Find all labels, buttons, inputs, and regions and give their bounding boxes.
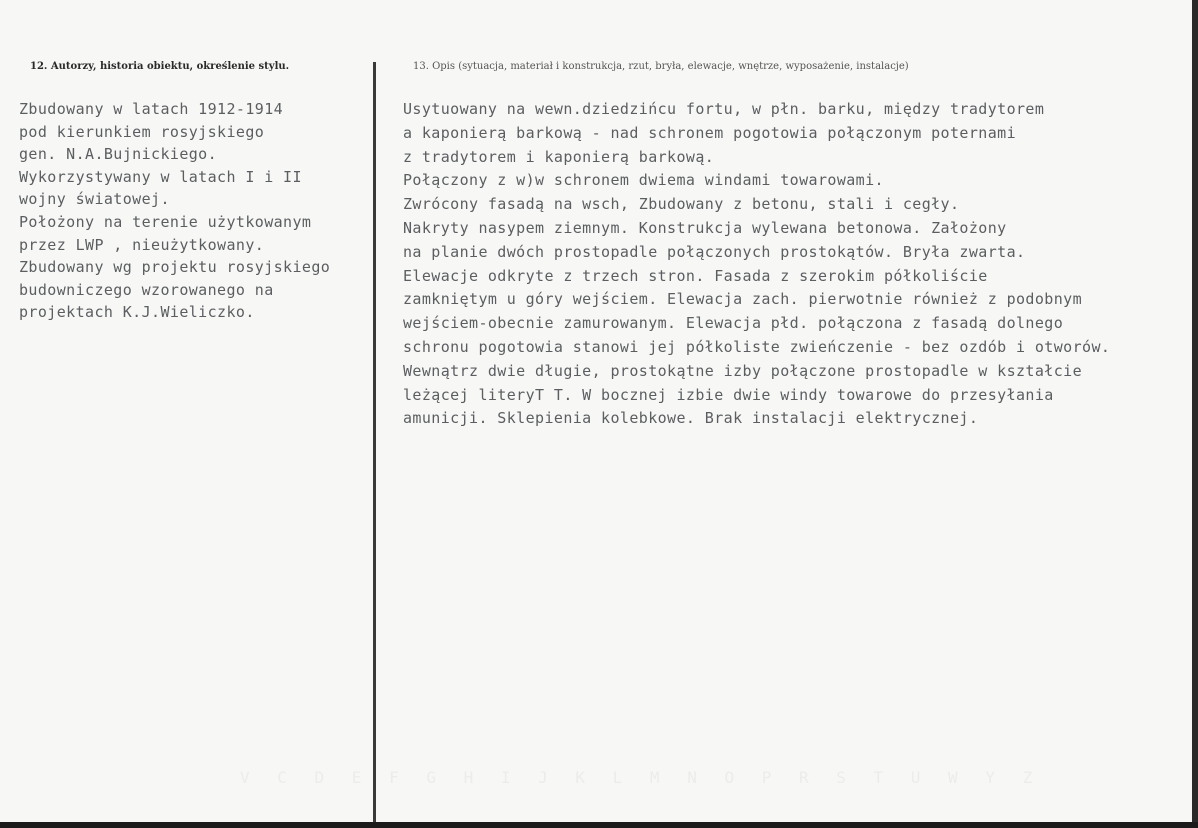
section-13-text xyxy=(403,98,1110,431)
scan-edge-bottom xyxy=(0,822,1198,828)
text-line: wejściem-obecnie zamurowanym. Elewacja płd. połączona z fasadą dolnego xyxy=(403,314,1064,333)
text-line: leżącej literyT T. W bocznej izbie dwie windy towarowe do przesyłania xyxy=(403,385,1054,404)
text-line: schronu pogotowia stanowi jej półkoliste zwieńczenie - bez ozdób i otworów. xyxy=(403,337,1111,356)
section-12-text xyxy=(19,98,330,324)
text-line: Zbudowany wg projektu rosyjskiego xyxy=(19,258,331,277)
text-line: na planie dwóch prostopadle połączonych prostokątów. Bryła zwarta. xyxy=(403,242,1026,261)
text-line: projektach K.J.Wieliczko. xyxy=(19,303,255,322)
text-line: Usytuowany na wewn.dziedzińcu fortu, w płn. barku, między tradytorem xyxy=(403,100,1045,118)
text-line: a kaponierą barkową - nad schronem pogotowia połączonym poternami xyxy=(403,123,1016,142)
section-13-header: 13. Opis (sytuacja, materiał i konstrukcja, rzut, bryła, elewacje, wnętrze, wyposażenie, instalacje) xyxy=(413,61,909,72)
column-divider xyxy=(373,62,376,822)
text-line: Wewnątrz dwie długie, prostokątne izby połączone prostopadle w kształcie xyxy=(403,361,1083,380)
text-line: budowniczego wzorowanego na xyxy=(19,280,274,299)
scan-edge-right xyxy=(1192,0,1198,828)
text-line: z tradytorem i kaponierą barkową. xyxy=(403,147,715,166)
text-line: Zbudowany w latach 1912-1914 xyxy=(19,100,284,118)
text-line: Połączony z w)w schronem dwiema windami towarowami. xyxy=(403,171,884,190)
text-line: gen. N.A.Bujnickiego. xyxy=(19,145,218,164)
bleed-through-letters: V C D E F G H I J K L M N O P R S T U W Y Z xyxy=(240,768,1042,787)
text-line: Położony na terenie użytkowanym xyxy=(19,212,312,231)
section-12-header: 12. Autorzy, historia obiektu, określenie stylu. xyxy=(30,61,290,72)
text-line: amunicji. Sklepienia kolebkowe. Brak instalacji elektrycznej. xyxy=(403,409,979,428)
text-line: Zwrócony fasadą na wsch, Zbudowany z betonu, stali i cegły. xyxy=(403,195,960,214)
text-line: Nakryty nasypem ziemnym. Konstrukcja wylewana betonowa. Założony xyxy=(403,218,1007,237)
text-line: Wykorzystywany w latach I i II xyxy=(19,167,302,186)
text-line: Elewacje odkryte z trzech stron. Fasada z szerokim półkoliście xyxy=(403,266,988,285)
text-line: wojny światowej. xyxy=(19,190,170,209)
text-line: pod kierunkiem rosyjskiego xyxy=(19,122,265,141)
text-line: zamkniętym u góry wejściem. Elewacja zach. pierwotnie również z podobnym xyxy=(403,290,1083,309)
text-line: przez LWP , nieużytkowany. xyxy=(19,235,265,254)
